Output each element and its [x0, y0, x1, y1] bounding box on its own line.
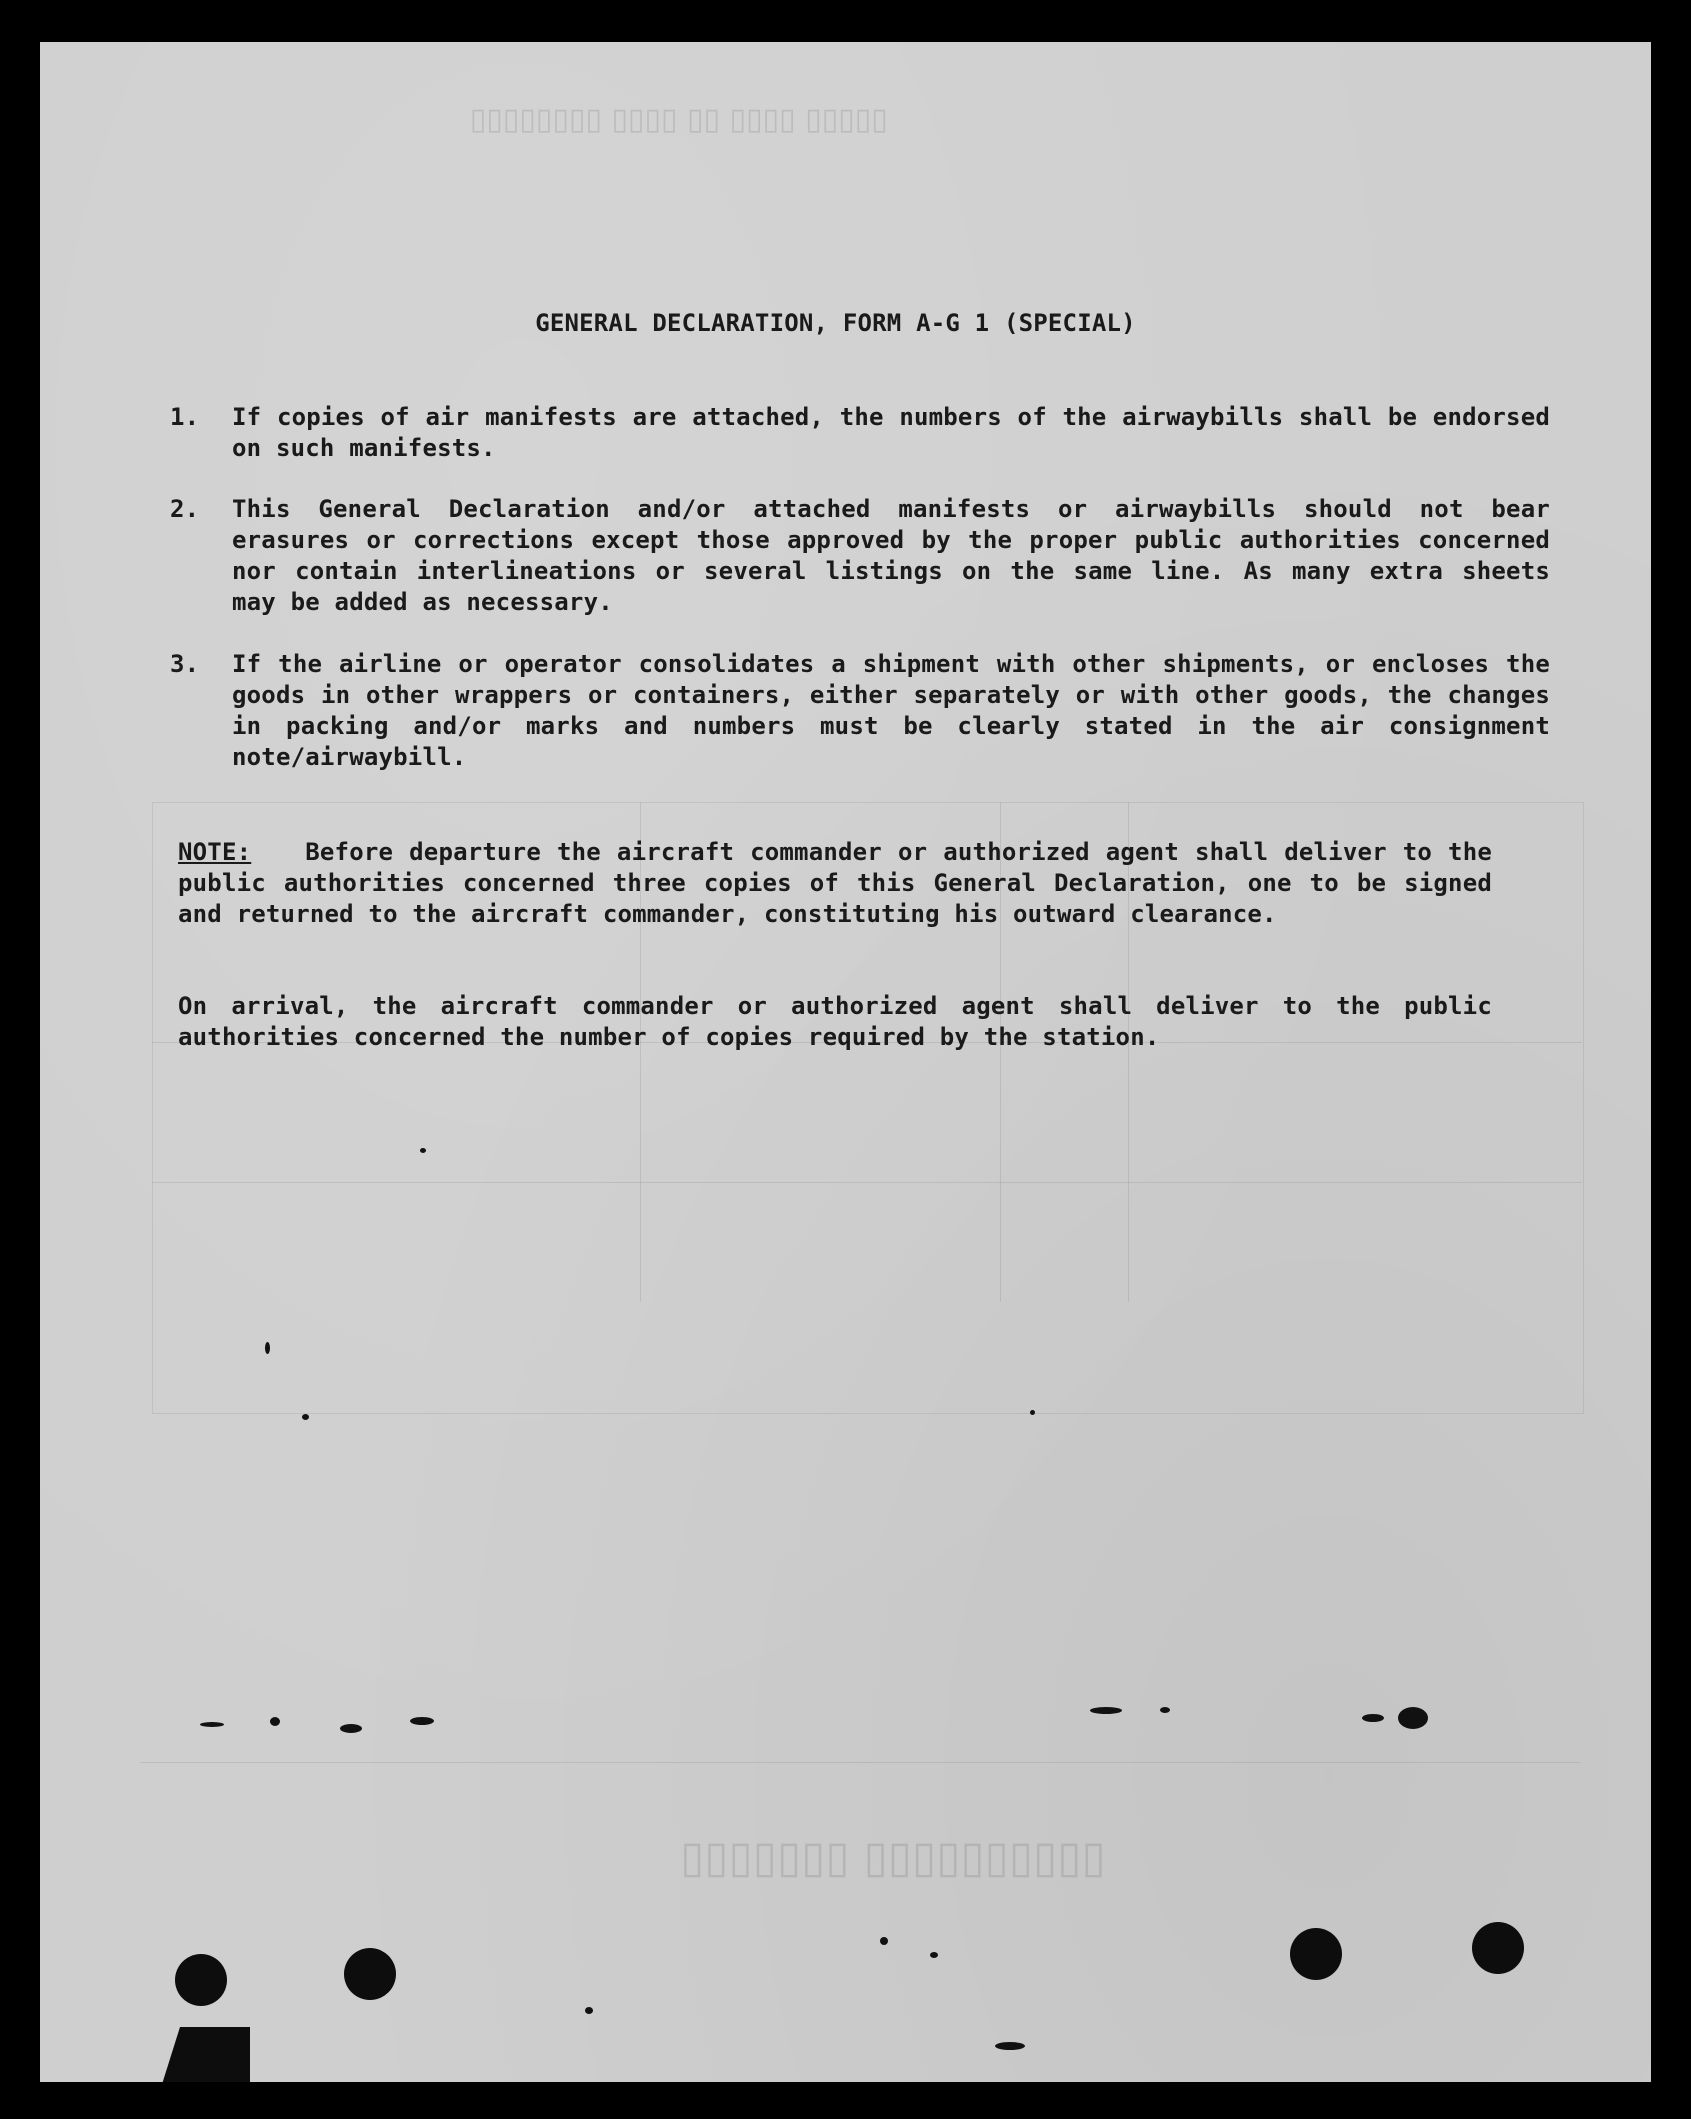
list-item	[170, 402, 1550, 464]
scan-speck	[420, 1148, 426, 1153]
arrival-paragraph: On arrival, the aircraft commander or authorized agent shall deliver to the public authorities concerned the number of copies required by the station.	[178, 992, 1492, 1051]
hole-punch	[1472, 1922, 1524, 1974]
list-item-text: This General Declaration and/or attached manifests or airwaybills should not bear erasures or corrections except those approved by the proper public authorities concerned nor contain interlineations or several listings on the same line. As many extra sheets may be added as necessary.	[232, 495, 1550, 616]
scan-speck	[930, 1952, 938, 1958]
list-item-text: If copies of air manifests are attached, the numbers of the airwaybills shall be endorsed on such manifests.	[232, 403, 1550, 462]
note-label: NOTE:	[178, 838, 252, 866]
torn-corner	[158, 2027, 250, 2082]
list-item-number: 1.	[170, 403, 200, 431]
list-item-number: 2.	[170, 495, 200, 523]
note-paragraph	[178, 837, 1492, 930]
scan-speck	[200, 1722, 224, 1727]
show-through-heading: ▯▯▯▯▯ ▯▯▯▯ ▯▯ ▯▯▯▯ ▯▯▯▯▯▯▯▯	[470, 102, 888, 137]
list-item-text: If the airline or operator consolidates a shipment with other shipments, or encloses the goods in other wrappers or containers, either separately or with other goods, the changes in packing and/or marks and numbers must be clearly stated in the air consignment note/airwaybill.	[232, 650, 1550, 771]
show-through-rule	[152, 1182, 1582, 1183]
scan-speck	[1090, 1707, 1122, 1714]
scan-speck	[302, 1414, 309, 1420]
scan-speck	[585, 2007, 593, 2014]
document-title: GENERAL DECLARATION, FORM A-G 1 (SPECIAL)	[535, 309, 1136, 337]
scan-speck	[1030, 1410, 1035, 1415]
hole-punch	[175, 1954, 227, 2006]
scan-speck	[410, 1717, 434, 1725]
list-item-number: 3.	[170, 650, 200, 678]
scan-speck	[270, 1717, 280, 1726]
scan-speck	[340, 1724, 362, 1733]
hole-punch	[344, 1948, 396, 2000]
document-page	[40, 42, 1651, 2082]
show-through-rule	[140, 1762, 1580, 1763]
scan-speck	[265, 1342, 270, 1354]
list-item	[170, 649, 1550, 773]
scan-speck	[1362, 1714, 1384, 1722]
scan-speck	[995, 2042, 1025, 2050]
list-item	[170, 494, 1550, 618]
scan-speck	[1398, 1707, 1428, 1729]
show-through-heading: ▯▯▯▯▯▯▯▯▯▯ ▯▯▯▯▯▯▯	[680, 1832, 1106, 1883]
hole-punch	[1290, 1928, 1342, 1980]
scan-speck	[880, 1937, 888, 1945]
scan-speck	[1160, 1707, 1170, 1713]
note-text: Before departure the aircraft commander or authorized agent shall deliver to the public authorities concerned three copies of this General Declaration, one to be signed and returned to the aircraft commander, constituting his outward clearance.	[178, 838, 1492, 928]
